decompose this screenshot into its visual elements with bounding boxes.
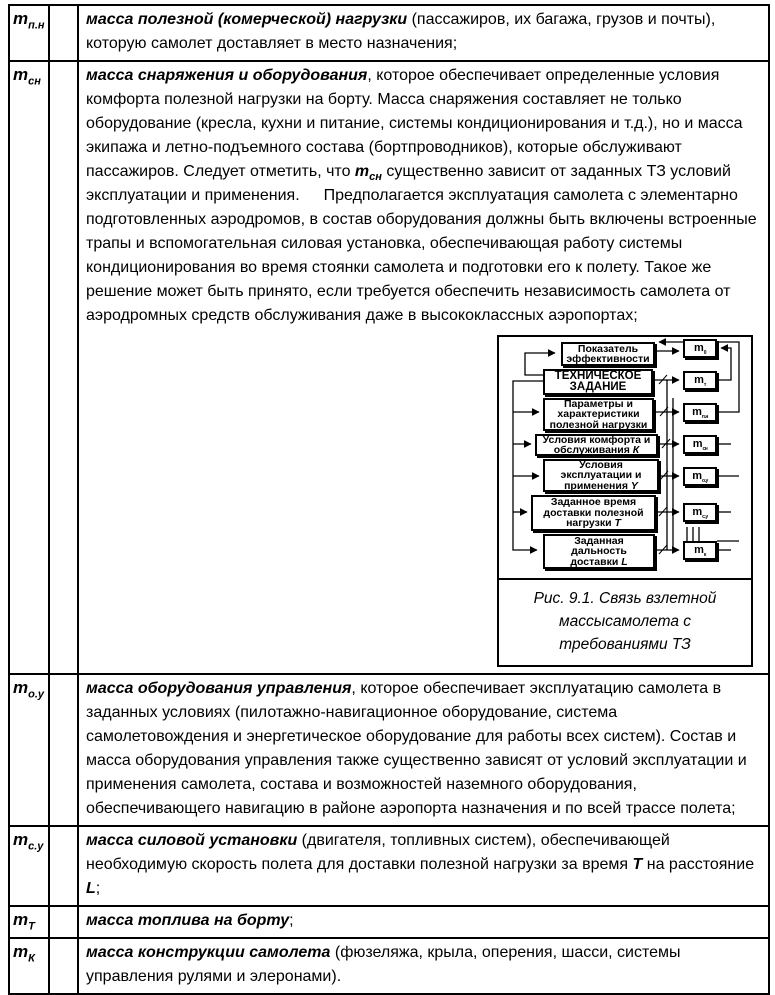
empty-cell — [50, 675, 79, 825]
symbol-cell — [10, 939, 50, 993]
mass-box: $m_т$ — [683, 371, 717, 390]
mass-box: $m_{сн}$ — [683, 435, 717, 454]
description-cell — [79, 62, 768, 673]
mass-box: $m_{с.у}$ — [683, 503, 717, 522]
mass-definitions-table — [8, 4, 770, 995]
flow-box-delivery-range: Заданная дальность доставки L — [543, 534, 655, 569]
table-row — [10, 60, 768, 673]
term-label: масса топлива на борту — [86, 912, 290, 929]
symbol-cell — [10, 827, 50, 905]
description-cell — [79, 827, 768, 905]
description-cell — [79, 675, 768, 825]
mass-box: $m_{о.у}$ — [683, 467, 717, 486]
empty-cell — [50, 827, 79, 905]
table-row — [10, 673, 768, 825]
symbol-cell — [10, 675, 50, 825]
term-label: масса снаряжения и оборудования — [86, 67, 368, 84]
mass-box: $m_{п.н}$ — [683, 403, 717, 422]
figure-9-1 — [497, 335, 753, 667]
mass-symbol: $m_{с.у}$ — [13, 830, 44, 853]
description-text: масса силовой установки (двигателя, топливных систем), обеспечивающей необходимую скорость полета для доставки полезной нагрузки за время Т на расстояние L; — [86, 832, 755, 897]
table-row — [10, 825, 768, 905]
symbol-cell — [10, 907, 50, 937]
description-cell — [79, 939, 768, 993]
description-text: масса конструкции самолета (фюзеляжа, крыла, оперения, шасси, системы управления рулями и элеронами). — [86, 944, 681, 985]
mass-symbol: $m_К$ — [13, 942, 35, 965]
flow-box-delivery-time: Заданное время доставки полезной нагрузки Т — [531, 495, 656, 531]
description-text: масса снаряжения и оборудования, которое обеспечивает определенные условия комфорта полезной нагрузки на борту. Масса снаряжения составляет не только оборудование (кресла, кухни и питание, системы кондиционирования и т.д.), но и масса экипажа и летно-подъемного состава (бортпроводников), которые обслуживают пассажиров. Следует отметить, что $m_{сн}$ существенно зависит от заданных ТЗ условий эксплуатации и применения. Предполагается эксплуатация самолета с элементарно подготовленных аэродромов, в состав оборудования должны быть включены встроенные трапы и вспомогательная силовая установка, обеспечивающая работу системы кондиционирования во время стоянки самолета и подготовки его к полету. Такое же решение может быть принято, если требуется обеспечить независимость самолета от аэродромных средств обслуживания даже в высококлассных аэропортах; — [86, 67, 757, 324]
flow-box-technical-task: ТЕХНИЧЕСКОЕ ЗАДАНИЕ — [543, 369, 653, 395]
description-text: масса оборудования управления, которое обеспечивает эксплуатацию самолета в заданных условиях (пилотажно-навигационное оборудование, система самолетовождения и энергетическое оборудование для работы всех систем). Состав и масса оборудования управления также существенно зависят от условий эксплуатации и применения самолета, состава и возможностей наземного оборудования, обеспечивающего навигацию в районе аэропорта назначения и по всей трассе полета; — [86, 680, 747, 817]
flow-box-comfort-conditions: Условия комфорта и обслуживания К — [535, 434, 658, 456]
empty-cell — [50, 907, 79, 937]
inline-mass-symbol: $m_{сн}$ — [354, 163, 382, 184]
mass-symbol: $m_Т$ — [13, 910, 35, 933]
table-row — [10, 937, 768, 993]
range-variable: L — [86, 880, 96, 897]
mass-symbol: $m_{п.н}$ — [13, 9, 45, 32]
term-label: масса оборудования управления — [86, 680, 352, 697]
term-label: масса силовой установки — [86, 832, 298, 849]
description-cell — [79, 6, 768, 60]
flow-box-operating-conditions: Условия эксплуатации и применения Y — [543, 459, 659, 492]
figure-caption: Рис. 9.1. Связь взлетной массысамолета с требованиями ТЗ — [533, 590, 717, 653]
mass-symbol: $m_{о.у}$ — [13, 678, 45, 701]
term-label: масса конструкции самолета — [86, 944, 331, 961]
table-row — [10, 6, 768, 60]
empty-cell — [50, 939, 79, 993]
time-variable: Т — [632, 856, 643, 873]
term-label: масса полезной (комерческой) нагрузки — [86, 11, 408, 28]
mass-symbol: $m_{сн}$ — [13, 65, 41, 88]
symbol-cell — [10, 62, 50, 673]
table-row — [10, 905, 768, 937]
empty-cell — [50, 62, 79, 673]
flow-box-efficiency-indicator: Показатель эффективности — [561, 342, 655, 366]
mass-box: $m_0$ — [683, 339, 717, 358]
description-cell — [79, 907, 768, 937]
figure-diagram — [499, 337, 751, 580]
symbol-cell — [10, 6, 50, 60]
description-text: масса топлива на борту; — [86, 912, 294, 929]
mass-box: $m_к$ — [683, 541, 717, 560]
description-text: масса полезной (комерческой) нагрузки (пассажиров, их багажа, грузов и почты), которую самолет доставляет в место назначения; — [86, 11, 716, 52]
empty-cell — [50, 6, 79, 60]
flow-box-payload-parameters: Параметры и характеристики полезной нагрузки — [543, 398, 654, 431]
